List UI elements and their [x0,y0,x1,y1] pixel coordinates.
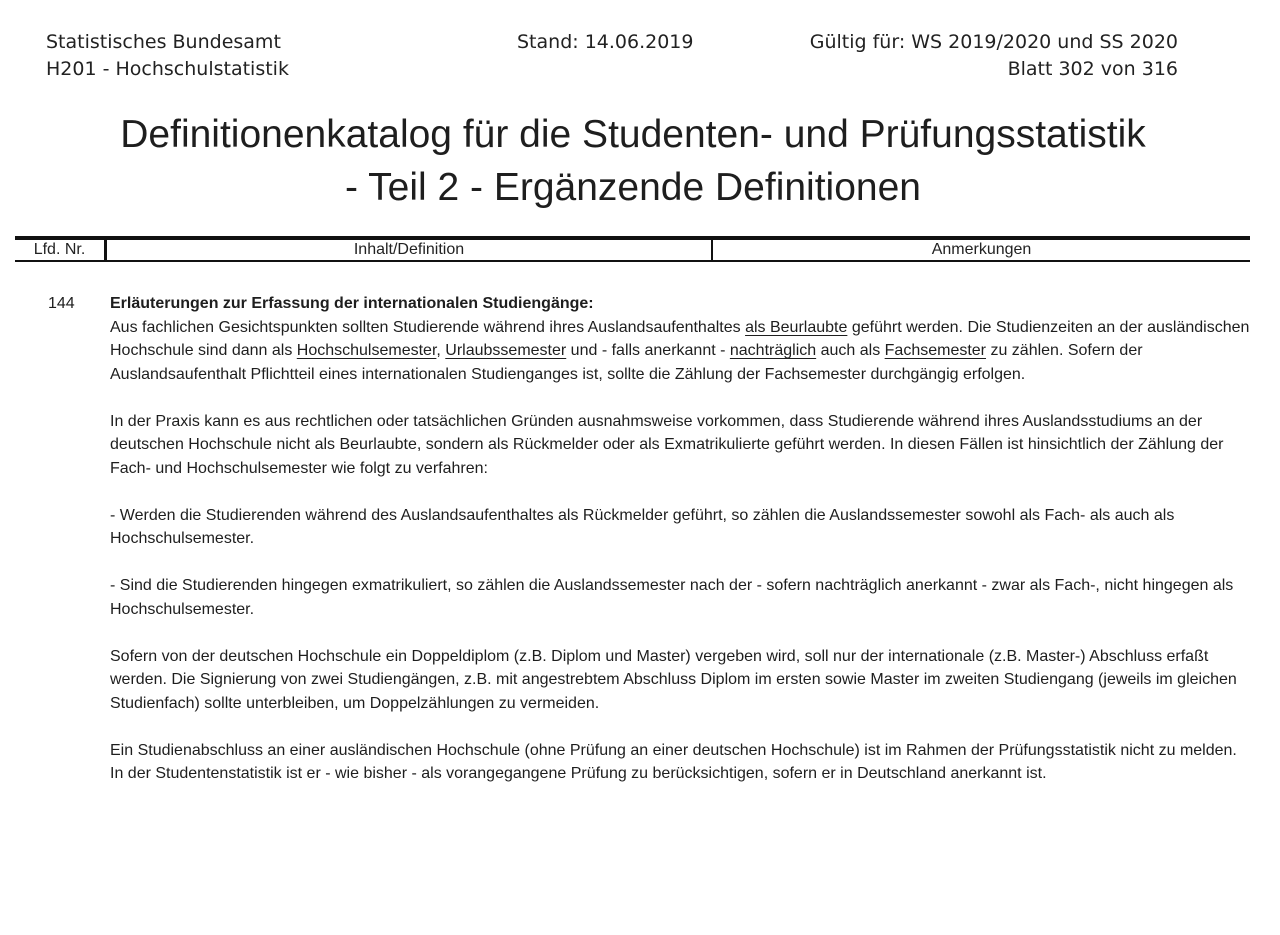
page-title-line1: Definitionenkatalog für die Studenten- und Prüfungsstatistik [120,113,1146,156]
header-org: Statistisches Bundesamt [46,31,281,53]
column-header-definition: Inhalt/Definition [107,240,713,260]
text-span: auch als [816,342,885,359]
underlined-term: Fachsemester [884,342,987,359]
table-header [15,236,1250,262]
paragraph-5: Sofern von der deutschen Hochschule ein Doppeldiplom (z.B. Diplom und Master) vergeben wird, soll nur der internationale (z.B. Master-) Abschluss erfaßt werden. Die Signierung von zwei Studiengängen, z.B. mit angestrebtem Abschluss Diplom im ersten sowie Master im zweiten Studiengang (jeweils im gleichen Studienfach) sollte unterbleiben, um Doppelzählungen zu vermeiden. [110,647,1237,712]
entry-definition [110,292,1250,809]
underlined-term: Urlaubssemester [445,342,567,359]
header-validity: Gültig für: WS 2019/2020 und SS 2020 [809,31,1178,53]
header-left [46,29,289,83]
page-title [0,108,1266,214]
underlined-term: Hochschulsemester [296,342,437,359]
header-right [810,29,1178,83]
paragraph-3: - Werden die Studierenden während des Auslandsaufenthaltes als Rückmelder geführt, so zählen die Auslandssemester sowohl als Fach- als auch als Hochschulsemester. [110,506,1175,547]
paragraph-1 [110,316,1250,387]
paragraph-2: In der Praxis kann es aus rechtlichen oder tatsächlichen Gründen ausnahmsweise vorkommen, dass Studierende während ihres Auslandsstudiums an der deutschen Hochschule nicht als Beurlaubte, sondern als Rückmelder oder als Exmatrikulierte geführt werden. In diesen Fällen ist hinsichtlich der Zählung der Fach- und Hochschulsemester wie folgt zu verfahren: [110,412,1224,477]
header-sheet: Blatt 302 von 316 [1007,58,1178,80]
column-header-number: Lfd. Nr. [15,240,107,260]
text-span: und - falls anerkannt - [566,342,730,359]
paragraph-6: Ein Studienabschluss an einer ausländischen Hochschule (ohne Prüfung an einer deutschen Hochschule) ist im Rahmen der Prüfungsstatistik nicht zu melden. In der Studentenstatistik ist er - wie bisher - als vorangegangene Prüfung zu berücksichtigen, sofern er in Deutschland anerkannt ist. [110,741,1237,782]
paragraph-4: - Sind die Studierenden hingegen exmatrikuliert, so zählen die Auslandssemester nach der - sofern nachträglich anerkannt - zwar als Fach-, nicht hingegen als Hochschulsemester. [110,577,1234,618]
underlined-term: als Beurlaubte [745,318,848,336]
text-span: zu zählen. Sofern der Auslandsaufenthalt Pflichtteil eines internationalen Studienganges ist, sollte die Zählung der Fachsemester durchgängig erfolgen. [110,342,1143,383]
header-series: H201 - Hochschulstatistik [46,58,289,80]
header-date: Stand: 14.06.2019 [517,31,694,53]
text-span: , [436,342,446,359]
text-span: Aus fachlichen Gesichtspunkten sollten Studierende während ihres Auslandsaufenthaltes [110,318,746,336]
column-header-remarks: Anmerkungen [931,241,1032,258]
entry-heading: Erläuterungen zur Erfassung der internationalen Studiengänge: [110,295,594,312]
text-span: geführt werden. Die Studienzeiten an der ausländischen Hochschule sind dann als [110,318,1250,359]
entry-number: 144 [48,295,75,312]
underlined-term: nachträglich [729,342,817,359]
page-title-line2: - Teil 2 - Ergänzende Definitionen [345,166,921,209]
